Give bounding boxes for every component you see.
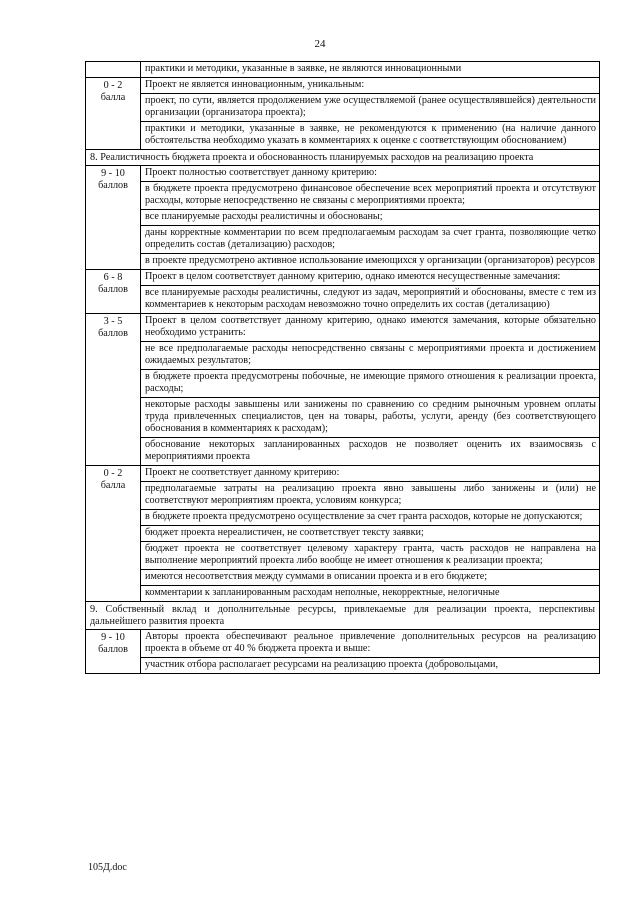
score-unit: баллов [98, 644, 128, 655]
score-cell [86, 62, 141, 78]
criterion-text: бюджет проекта нереалистичен, не соответствует тексту заявки; [141, 526, 599, 542]
description-cell [141, 466, 600, 602]
description-cell [141, 630, 600, 674]
page-number: 24 [314, 38, 326, 50]
criterion-text: Проект полностью соответствует данному критерию: [141, 166, 599, 182]
description-cell [141, 62, 600, 78]
criterion-row [86, 466, 600, 602]
score-unit: баллов [98, 328, 128, 339]
criterion-row [86, 62, 600, 78]
criterion-text: практики и методики, указанные в заявке, не рекомендуются к применению (на наличие данного обстоятельства необходимо указать в комментариях к оценке с соответствующим обоснованием) [145, 123, 596, 146]
criterion-text: даны корректные комментарии по всем предполагаемым расходам за счет гранта, позволяющие четко определить состав (детализацию) расходов; [141, 226, 599, 254]
score-unit: балла [100, 92, 126, 103]
score-unit: балла [100, 480, 126, 491]
score-cell [86, 78, 141, 150]
criterion-text: Проект в целом соответствует данному критерию, однако имеются замечания, которые обязательно необходимо устранить: [141, 314, 599, 342]
criterion-text: в бюджете проекта предусмотрено осуществление за счет гранта расходов, которые не допускаются; [141, 510, 599, 526]
description-cell [141, 314, 600, 466]
criterion-text: не все предполагаемые расходы непосредственно связаны с мероприятиями проекта и достижением ожидаемых результатов; [141, 342, 599, 370]
score-range: 0 - 2 [103, 80, 123, 91]
criterion-text: предполагаемые затраты на реализацию проекта явно завышены либо занижены и (или) не соответствуют мероприятиям проекта, условиям конкурса; [141, 482, 599, 510]
score-unit: баллов [98, 180, 128, 191]
criterion-text: обоснование некоторых запланированных расходов не позволяет оценить их взаимосвязь с мероприятиями проекта [145, 439, 596, 462]
section-row [86, 150, 600, 166]
section-heading: 8. Реалистичность бюджета проекта и обоснованность планируемых расходов на реализацию проекта [86, 150, 600, 166]
score-cell [86, 466, 141, 602]
criterion-text: практики и методики, указанные в заявке, не являются инновационными [145, 63, 462, 74]
criterion-text: Проект не является инновационным, уникальным: [141, 78, 599, 94]
score-unit: баллов [98, 284, 128, 295]
criterion-row [86, 270, 600, 314]
criterion-text: некоторые расходы завышены или занижены по сравнению со средним рыночным уровнем оплаты труда привлеченных специалистов, цен на товары, работы, услуги, аренду (без соответствующего обоснования в комментариях к расходам); [141, 398, 599, 438]
score-range: 9 - 10 [101, 168, 125, 179]
criterion-text: все планируемые расходы реалистичны, следуют из задач, мероприятий и обоснованы, вместе с тем из комментариев к некоторым расходам невозможно точно определить их состав (детализацию) [145, 287, 596, 310]
criterion-text: имеются несоответствия между суммами в описании проекта и в его бюджете; [141, 570, 599, 586]
score-range: 6 - 8 [103, 272, 123, 283]
criterion-text: участник отбора располагает ресурсами на реализацию проекта (добровольцами, [145, 659, 499, 670]
score-range: 3 - 5 [103, 316, 123, 327]
score-range: 0 - 2 [103, 468, 123, 479]
score-cell [86, 630, 141, 674]
criterion-row [86, 78, 600, 150]
description-cell [141, 78, 600, 150]
criterion-row [86, 166, 600, 270]
criterion-text: Проект в целом соответствует данному критерию, однако имеются несущественные замечания: [141, 270, 599, 286]
score-cell [86, 314, 141, 466]
score-cell [86, 270, 141, 314]
criterion-text: в проекте предусмотрено активное использование имеющихся у организации (организаторов) ресурсов [145, 255, 595, 266]
criterion-text: Проект не соответствует данному критерию: [141, 466, 599, 482]
score-range: 9 - 10 [101, 632, 125, 643]
criterion-text: все планируемые расходы реалистичны и обоснованы; [141, 210, 599, 226]
footer-filename: 105Д.doc [88, 862, 127, 873]
section-row [86, 602, 600, 630]
criterion-text: комментарии к запланированным расходам неполные, некорректные, нелогичные [145, 587, 500, 598]
score-cell [86, 166, 141, 270]
criterion-text: в бюджете проекта предусмотрено финансовое обеспечение всех мероприятий проекта и отсутствуют расходы, которые непосредственно не связаны с мероприятиями проекта; [141, 182, 599, 210]
description-cell [141, 270, 600, 314]
criterion-text: в бюджете проекта предусмотрены побочные, не имеющие прямого отношения к реализации проекта, расходы; [141, 370, 599, 398]
section-heading: 9. Собственный вклад и дополнительные ресурсы, привлекаемые для реализации проекта, перспективы дальнейшего развития проекта [86, 602, 600, 630]
description-cell [141, 166, 600, 270]
criterion-row [86, 314, 600, 466]
criterion-text: бюджет проекта не соответствует целевому характеру гранта, часть расходов не направлена на выполнение мероприятий проекта либо вообще не имеет отношения к реализации проекта; [141, 542, 599, 570]
criterion-text: Авторы проекта обеспечивают реальное привлечение дополнительных ресурсов на реализацию проекта в объеме от 40 % бюджета проекта и выше: [141, 630, 599, 658]
criterion-text: проект, по сути, является продолжением уже осуществляемой (ранее осуществлявшейся) деятельности организации (организатора проекта); [141, 94, 599, 122]
criteria-table [85, 61, 600, 674]
criterion-row [86, 630, 600, 674]
